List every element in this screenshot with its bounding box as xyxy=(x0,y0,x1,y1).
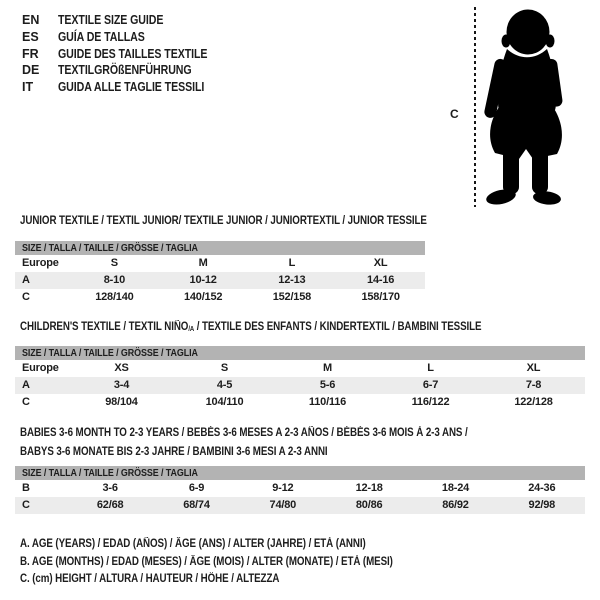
language-code: FR xyxy=(22,46,39,61)
toddler-silhouette-icon xyxy=(479,7,573,208)
table-cell: 98/104 xyxy=(105,396,138,408)
language-label: TEXTILE SIZE GUIDE xyxy=(58,13,164,27)
language-label: TEXTILGRÖßENFÜHRUNG xyxy=(58,63,192,78)
table-cell: 8-10 xyxy=(103,274,125,286)
table-cell: 92/98 xyxy=(528,499,556,511)
table-cell: 86/92 xyxy=(442,499,469,511)
table-row xyxy=(15,377,585,394)
babies-size-table xyxy=(15,466,585,514)
table-cell: 7-8 xyxy=(525,379,542,391)
footnote-c: C. (cm) HEIGHT / ALTURA / HAUTEUR / HÖHE / ALTEZZA xyxy=(20,573,280,586)
language-code: IT xyxy=(22,80,34,95)
language-code: EN xyxy=(22,13,40,27)
table-cell: 12-13 xyxy=(278,274,306,286)
language-row xyxy=(22,46,234,63)
row-label: C xyxy=(22,499,30,511)
junior-table-title: JUNIOR TEXTILE / TEXTIL JUNIOR/ TEXTILE JUNIOR / JUNIORTEXTIL / JUNIOR TESSILE xyxy=(20,215,427,227)
language-row xyxy=(22,29,234,46)
table-cell: 62/68 xyxy=(96,499,124,511)
row-label: B xyxy=(22,482,30,494)
size-column-header: L xyxy=(288,257,296,269)
language-code: DE xyxy=(22,63,40,78)
table-cell: 140/152 xyxy=(183,291,223,303)
table-header-row xyxy=(15,255,425,272)
language-row xyxy=(22,62,234,79)
size-column-header: M xyxy=(198,257,208,269)
table-cell: 158/170 xyxy=(361,291,400,303)
size-column-header: XL xyxy=(526,362,541,374)
region-label: Europe xyxy=(22,362,59,374)
babies-table-title: BABIES 3-6 MONTH TO 2-3 YEARS / BEBÉS 3-6 MESES A 2-3 AÑOS / BÉBÉS 3-6 MOIS À 2-3 ANS / BABYS 3-6 MONATE BIS 2-3 JAHRE / BAMBINI 3-6 MESI A 2-3 ANNI xyxy=(20,427,468,458)
table-cell: 6-7 xyxy=(422,379,439,391)
language-row xyxy=(22,79,234,96)
language-code: ES xyxy=(22,29,39,44)
language-label: GUÍA DE TALLAS xyxy=(58,29,145,44)
table-cell: 128/140 xyxy=(95,291,134,303)
table-cell: 68/74 xyxy=(183,499,210,511)
table-cell: 80/86 xyxy=(355,499,383,511)
childrens-size-table xyxy=(15,346,585,411)
table-cell: 14-16 xyxy=(367,274,395,286)
row-label: A xyxy=(22,274,30,286)
table-cell: 104/110 xyxy=(205,396,244,408)
size-column-header: XS xyxy=(114,362,129,374)
table-cell: 6-9 xyxy=(188,482,205,494)
size-column-header: S xyxy=(220,362,229,374)
table-row xyxy=(15,497,585,514)
table-cell: 152/158 xyxy=(272,291,312,303)
table-cell: 9-12 xyxy=(272,482,294,494)
row-label: C xyxy=(22,291,30,303)
size-header-band: SIZE / TALLA / TAILLE / GRÖSSE / TAGLIA xyxy=(15,466,585,480)
language-guide xyxy=(22,12,234,96)
region-label: Europe xyxy=(22,257,59,269)
junior-size-table xyxy=(15,241,425,306)
table-cell: 110/116 xyxy=(308,396,347,408)
language-row xyxy=(22,12,234,29)
row-label: C xyxy=(22,396,30,408)
title-subscript: /A xyxy=(188,326,195,333)
table-cell: 3-6 xyxy=(102,482,118,494)
size-column-header: M xyxy=(323,362,332,374)
table-cell: 18-24 xyxy=(441,482,470,494)
footnote-b: B. AGE (MONTHS) / EDAD (MESES) / ÂGE (MOIS) / ALTER (MONATE) / ETÀ (MESI) xyxy=(20,555,393,568)
table-cell: 24-36 xyxy=(528,482,556,494)
table-cell: 74/80 xyxy=(269,499,297,511)
footnote-a: A. AGE (YEARS) / EDAD (AÑOS) / ÂGE (ANS) / ALTER (JAHRE) / ETÀ (ANNI) xyxy=(20,538,366,550)
size-header-band: SIZE / TALLA / TAILLE / GRÖSSE / TAGLIA xyxy=(15,241,425,255)
table-row xyxy=(15,272,425,289)
table-cell: 5-6 xyxy=(319,379,336,391)
table-row xyxy=(15,480,585,497)
height-measure-label: C xyxy=(450,107,459,121)
height-measure-dashed-line xyxy=(474,7,476,207)
table-cell: 12-18 xyxy=(355,482,383,494)
table-row xyxy=(15,394,585,411)
table-header-row xyxy=(15,360,585,377)
table-cell: 3-4 xyxy=(113,379,130,391)
size-column-header: L xyxy=(427,362,434,374)
footnotes xyxy=(20,536,459,589)
table-row xyxy=(15,289,425,306)
size-header-band: SIZE / TALLA / TAILLE / GRÖSSE / TAGLIA xyxy=(15,346,585,360)
row-label: A xyxy=(22,379,30,391)
size-column-header: S xyxy=(110,257,118,269)
language-label: GUIDA ALLE TAGLIE TESSILI xyxy=(58,80,205,95)
table-cell: 122/128 xyxy=(514,396,553,408)
table-cell: 4-5 xyxy=(216,379,233,391)
table-cell: 10-12 xyxy=(189,274,217,286)
size-column-header: XL xyxy=(373,257,388,269)
childrens-table-title: CHILDREN'S TEXTILE / TEXTIL NIÑO/A / TEXTILE DES ENFANTS / KINDERTEXTIL / BAMBINI TESSILE xyxy=(20,321,482,333)
table-cell: 116/122 xyxy=(411,396,450,408)
language-label: GUIDE DES TAILLES TEXTILE xyxy=(58,46,208,61)
